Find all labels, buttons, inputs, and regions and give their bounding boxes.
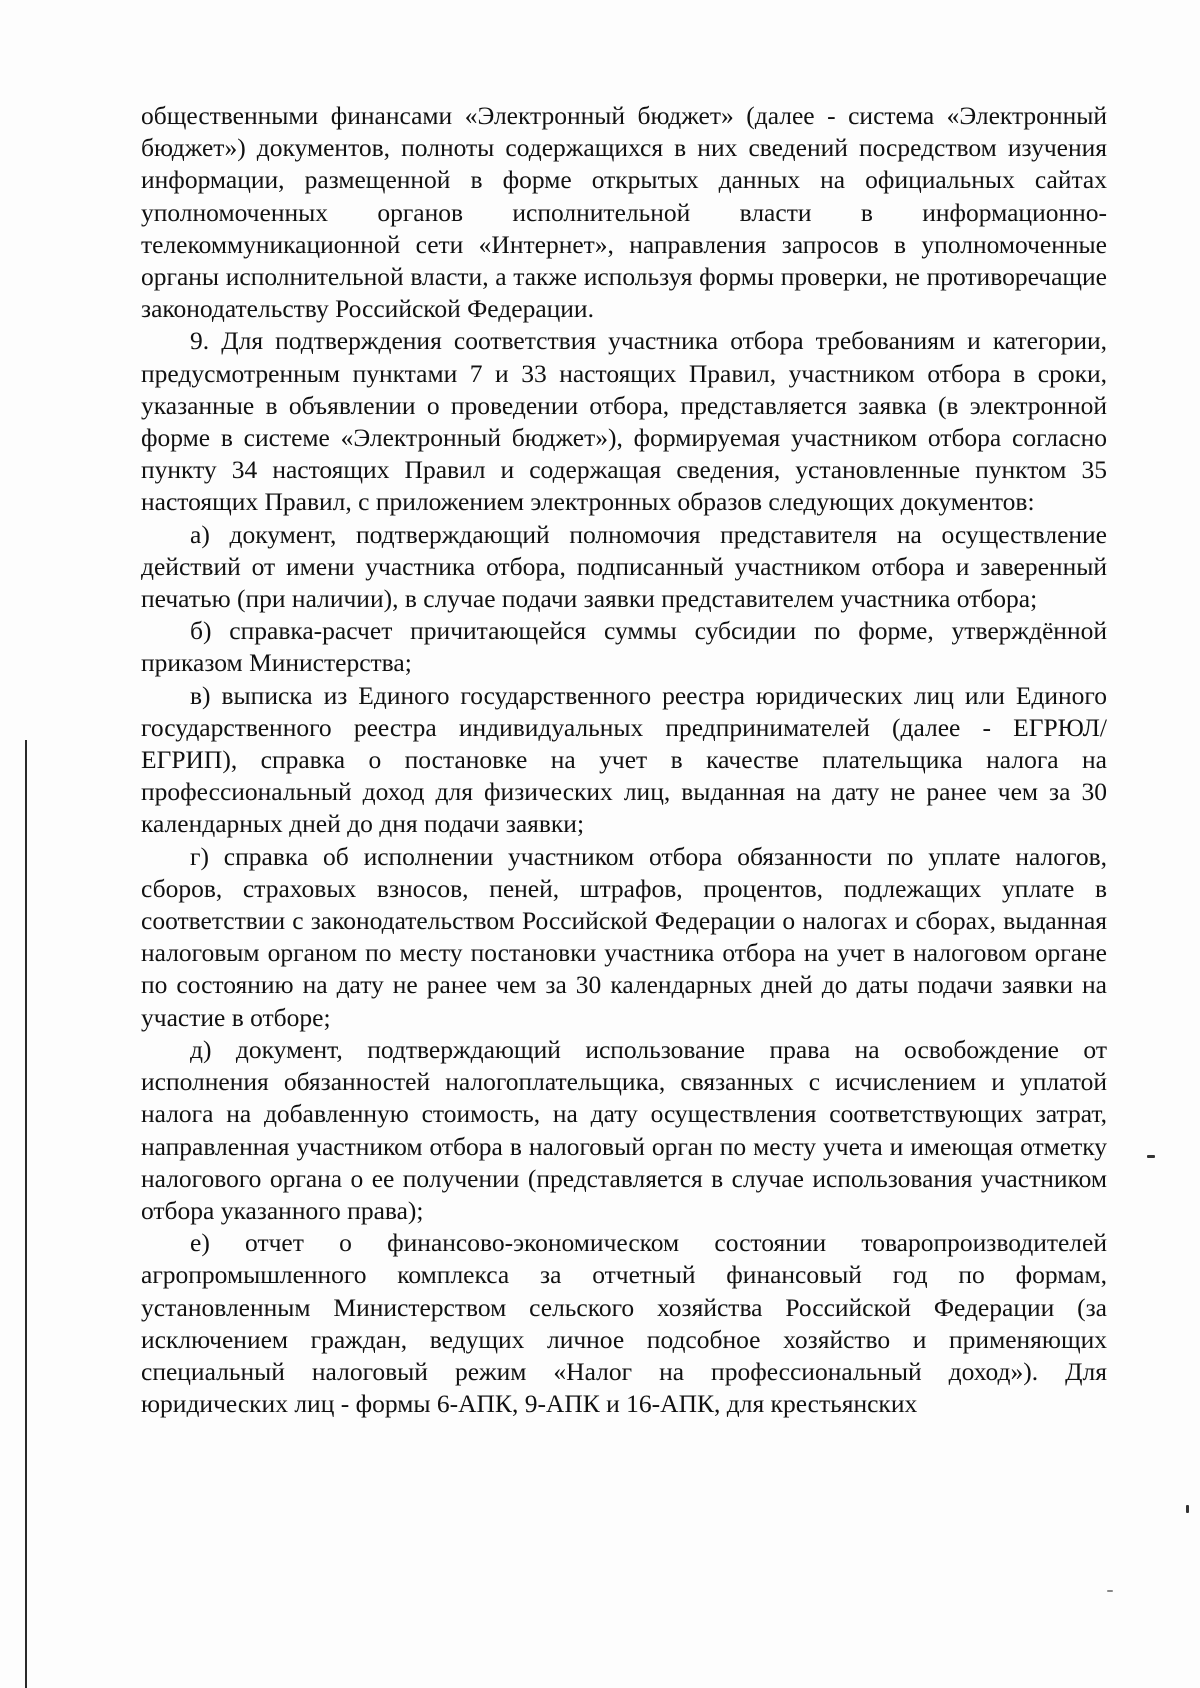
paragraph-subitem-e: е) отчет о финансово-экономическом состоянии товаропроизводителей агропромышленного комплекса за отчетный финансовый год по формам, установленным Министерством сельского хозяйства Российской Федерации (за исключением граждан, ведущих личное подсобное хозяйство и применяющих специальный налоговый режим «Налог на профессиональный доход»). Для юридических лиц - формы 6-АПК, 9-АПК и 16-АПК, для крестьянских <box>141 1228 1107 1419</box>
paragraph-subitem-b: б) справка-расчет причитающейся суммы субсидии по форме, утверждённой приказом Министерства; <box>141 616 1107 678</box>
paragraph-subitem-v: в) выписка из Единого государственного реестра юридических лиц или Единого государственного реестра индивидуальных предпринимателей (далее - ЕГРЮЛ/ЕГРИП), справка о постановке на учет в качестве плательщика налога на профессиональный доход для физических лиц, выданная на дату не ранее чем за 30 календарных дней до дня подачи заявки; <box>141 680 1107 839</box>
paragraph-continuation: общественными финансами «Электронный бюджет» (далее - система «Электронный бюджет») документов, полноты содержащихся в них сведений посредством изучения информации, размещенной в форме открытых данных на официальных сайтах уполномоченных органов исполнительной власти в информационно-телекоммуникационной сети «Интернет», направления запросов в уполномоченные органы исполнительной власти, а также используя формы проверки, не противоречащие законодательству Российской Федерации. <box>141 101 1107 324</box>
scan-speck <box>1147 1155 1155 1158</box>
paragraph-subitem-d: д) документ, подтверждающий использование права на освобождение от исполнения обязанностей налогоплательщика, связанных с исчислением и уплатой налога на добавленную стоимость, на дату осуществления соответствующих затрат, направленная участником отбора в налоговый орган по месту учета и имеющая отметку налогового органа о ее получении (представляется в случае использования участником отбора указанного права); <box>141 1034 1107 1225</box>
document-body <box>141 100 1107 1420</box>
scan-speck <box>1186 1505 1189 1513</box>
paragraph-subitem-g: г) справка об исполнении участником отбора обязанности по уплате налогов, сборов, страховых взносов, пеней, штрафов, процентов, подлежащих уплате в соответствии с законодательством Российской Федерации о налогах и сборах, выданная налоговым органом по месту постановки участника отбора на учет в налоговом органе по состоянию на дату не ранее чем за 30 календарных дней до даты подачи заявки на участие в отборе; <box>141 841 1107 1032</box>
scan-left-edge-line <box>25 740 27 1688</box>
paragraph-subitem-a: а) документ, подтверждающий полномочия представителя на осуществление действий от имени участника отбора, подписанный участником отбора и заверенный печатью (при наличии), в случае подачи заявки представителем участника отбора; <box>141 519 1107 614</box>
paragraph-item-9: 9. Для подтверждения соответствия участника отбора требованиям и категории, предусмотренным пунктами 7 и 33 настоящих Правил, участником отбора в сроки, указанные в объявлении о проведении отбора, представляется заявка (в электронной форме в системе «Электронный бюджет»), формируемая участником отбора согласно пункту 34 настоящих Правил и содержащая сведения, установленные пунктом 35 настоящих Правил, с приложением электронных образов следующих документов: <box>141 326 1107 517</box>
scan-speck <box>1107 1590 1113 1592</box>
